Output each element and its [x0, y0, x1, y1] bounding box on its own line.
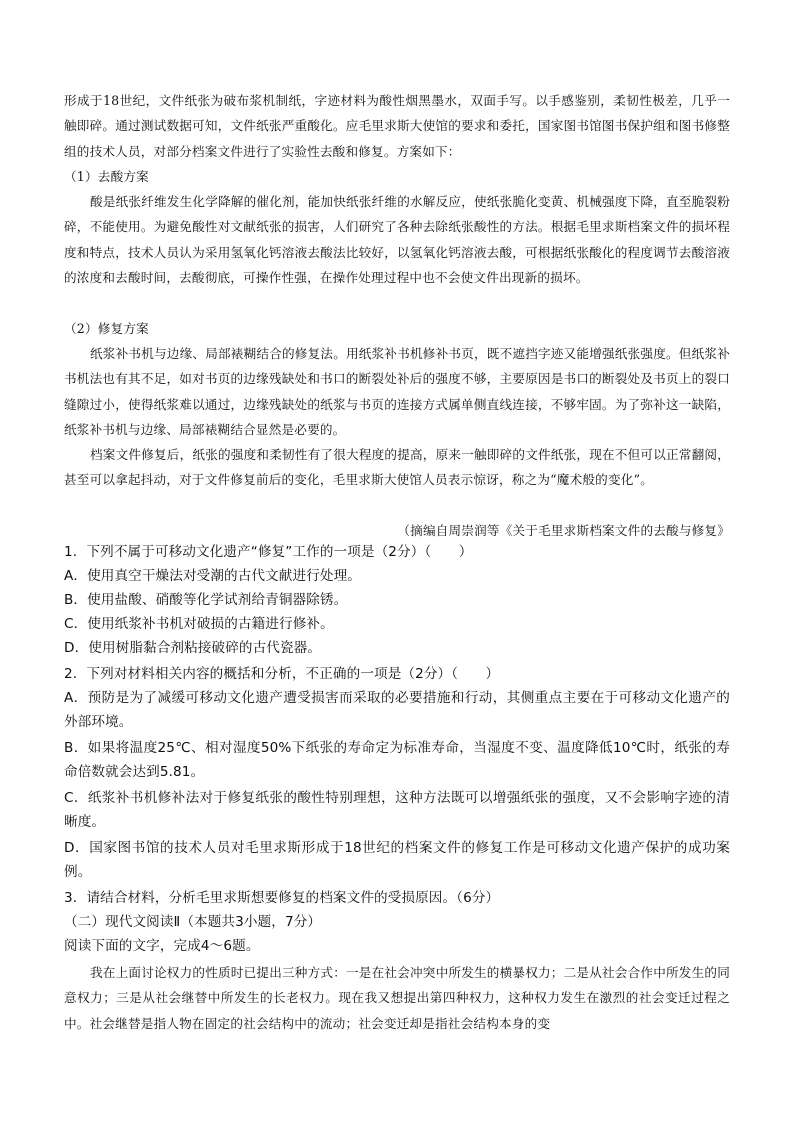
deacid-heading: （1）去酸方案	[64, 169, 149, 184]
repair-paragraph: 纸浆补书机与边缘、局部裱糊结合的修复法。用纸浆补书机修补书页，既不遮挡字迹又能增强纸张强度。但纸浆补书机法也有其不足，如对书页的边缘残缺处和书口的断裂处补后的强度不够，主要原因是书口的断裂处及书页上的裂口缝隙过小，使得纸浆难以通过，边缘残缺处的纸浆与书页的连接方式属单侧直线连接，不够牢固。为了弥补这一缺陷，纸浆补书机与边缘、局部裱糊结合显然是必要的。	[64, 346, 730, 438]
question-2-option-c: C．纸浆补书机修补法对于修复纸张的酸性特别理想，这种方法既可以增强纸张的强度，又不会影响字迹的清晰度。	[64, 790, 730, 831]
question-3-stem: 3．请结合材料，分析毛里求斯想要修复的档案文件的受损原因。（6分）	[64, 890, 500, 906]
section-2-instruction: 阅读下面的文字，完成4～6题。	[64, 938, 260, 954]
question-1-stem: 1．下列不属于可移动文化遗产“修复”工作的一项是（2分）（ ）	[64, 544, 473, 560]
question-1-option-c: C．使用纸浆补书机对破损的古籍进行修补。	[64, 616, 334, 632]
question-1-option-d: D．使用树脂黏合剂粘接破碎的古代瓷器。	[64, 640, 322, 656]
question-2-option-b: B．如果将温度25℃、相对湿度50%下纸张的寿命定为标准寿命，当湿度不变、温度降低10℃时，纸张的寿命倍数就会达到5.81。	[64, 740, 730, 781]
question-2-option-a: A．预防是为了减缓可移动文化遗产遭受损害而采取的必要措施和行动，其侧重点主要在于可移动文化遗产的外部环境。	[64, 690, 730, 731]
question-2-stem: 2．下列对材料相关内容的概括和分析，不正确的一项是（2分）（ ）	[64, 666, 500, 682]
section-2-passage-paragraph: 我在上面讨论权力的性质时已提出三种方式：一是在社会冲突中所发生的横暴权力；二是从社会合作中所发生的同意权力；三是从社会继替中所发生的长老权力。现在我又想提出第四种权力，这种权力发生在激烈的社会变迁过程之中。社会继替是指人物在固定的社会结构中的流动；社会变迁却是指社会结构本身的变	[64, 965, 730, 1031]
question-1-option-a: A．使用真空干燥法对受潮的古代文献进行处理。	[64, 568, 361, 584]
question-2-option-d: D．国家图书馆的技术人员对毛里求斯形成于18世纪的档案文件的修复工作是可移动文化遗产保护的成功案例。	[64, 840, 730, 881]
section-2-heading: （二）现代文阅读Ⅱ（本题共3小题，7分）	[64, 914, 322, 930]
question-1-option-b: B．使用盐酸、硝酸等化学试剂给青铜器除锈。	[64, 592, 348, 608]
deacid-paragraph: 酸是纸张纤维发生化学降解的催化剂，能加快纸张纤维的水解反应，使纸张脆化变黄、机械强度下降，直至脆裂粉碎，不能使用。为避免酸性对文献纸张的损害，人们研究了各种去除纸张酸性的方法。根据毛里求斯档案文件的损坏程度和特点，技术人员认为采用氢氧化钙溶液去酸法比较好，以氢氧化钙溶液去酸，可根据纸张酸化的程度调节去酸溶液的浓度和去酸时间，去酸彻底，可操作性强，在操作处理过程中也不会使文件出现新的损坏。	[64, 194, 730, 286]
result-paragraph: 档案文件修复后，纸张的强度和柔韧性有了很大程度的提高，原来一触即碎的文件纸张，现在不但可以正常翻阅，甚至可以拿起抖动，对于文件修复前后的变化，毛里求斯大使馆人员表示惊讶，称之为“魔术般的变化”。	[64, 447, 730, 488]
repair-heading: （2）修复方案	[64, 321, 149, 336]
source-citation: （摘编自周崇润等《关于毛里求斯档案文件的去酸与修复》	[397, 523, 730, 538]
material-intro-paragraph: 形成于18世纪，文件纸张为破布浆机制纸，字迹材料为酸性烟黑墨水，双面手写。以手感鉴别，柔韧性极差，几乎一触即碎。通过测试数据可知，文件纸张严重酸化。应毛里求斯大使馆的要求和委托，国家图书馆图书保护组和图书修整组的技术人员，对部分档案文件进行了实验性去酸和修复。方案如下：	[64, 93, 730, 159]
